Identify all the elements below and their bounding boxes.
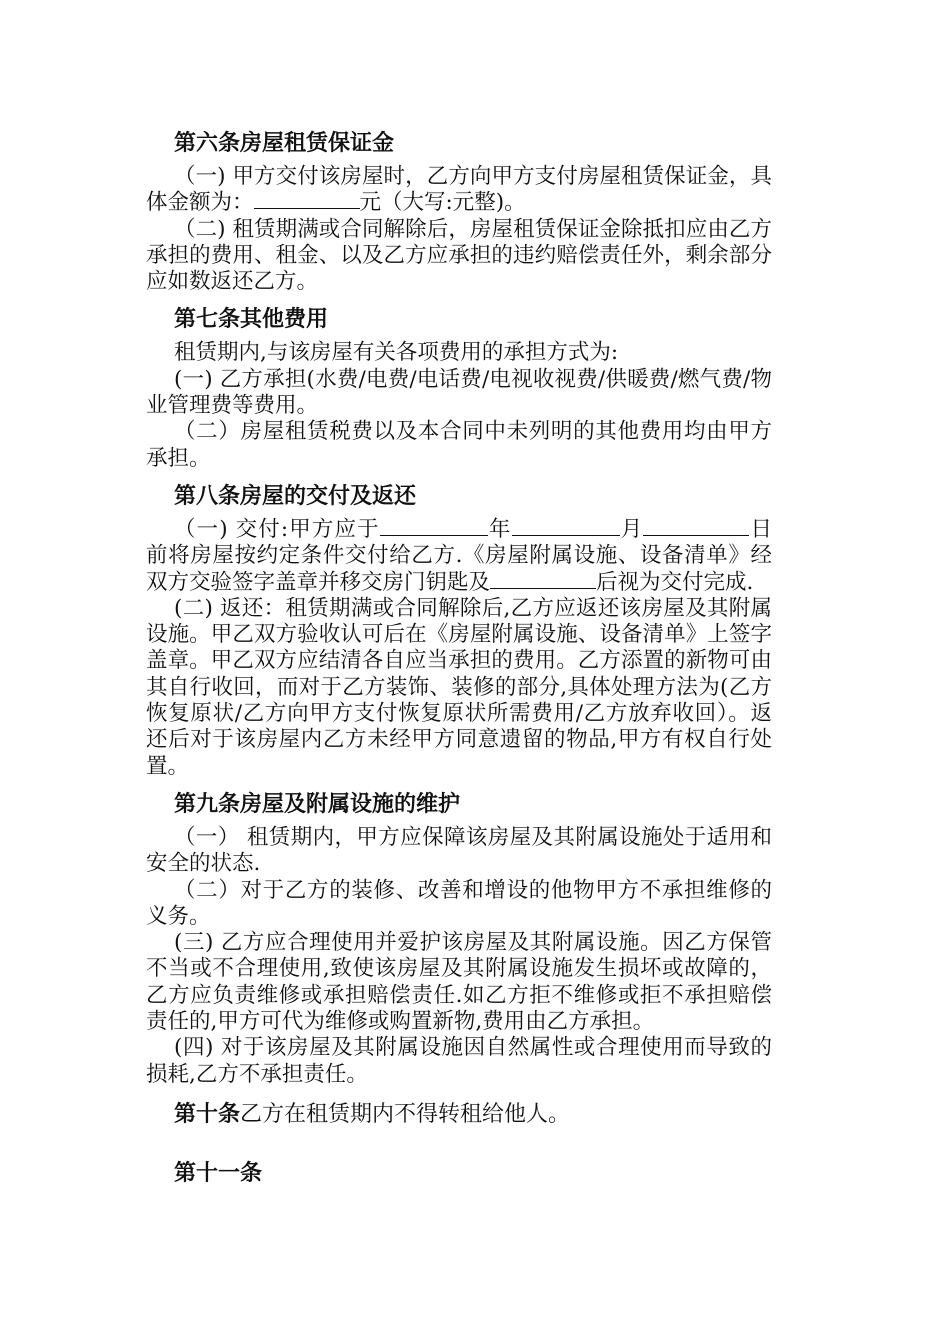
article-8-clause-1 xyxy=(146,517,772,596)
delivery-day-blank xyxy=(643,517,749,536)
article-9-title: 第九条房屋及附属设施的维护 xyxy=(174,790,461,817)
article-9-clause-2: （二）对于乙方的装修、改善和增设的他物甲方不承担维修的义务。 xyxy=(146,877,772,929)
article-6-clause-1-text-b: 元（大写:元整)。 xyxy=(359,190,526,216)
article-7-clause-1: (一) 乙方承担(水费/电费/电话费/电视收视费/供暖费/燃气费/物业管理费等费用。 xyxy=(146,366,772,419)
article-9-clause-4: (四) 对于该房屋及其附属设施因自然属性或合理使用而导致的损耗,乙方不承担责任。 xyxy=(146,1035,772,1087)
article-11-title: 第十一条 xyxy=(174,1160,263,1187)
article-10 xyxy=(146,1101,772,1128)
article-7-title: 第七条其他费用 xyxy=(174,306,329,333)
article-6-clause-2: （二) 租赁期满或合同解除后，房屋租赁保证金除抵扣应由乙方承担的费用、租金、以及乙方应承担的违约赔偿责任外，剩余部分应如数返还乙方。 xyxy=(146,216,772,295)
deposit-amount-blank xyxy=(254,190,360,209)
article-7-clause-2: （二）房屋租赁税费以及本合同中未列明的其他费用均由甲方承担。 xyxy=(146,419,772,471)
article-9-clause-1: （一） 租赁期内，甲方应保障该房屋及其附属设施处于适用和安全的状态. xyxy=(146,824,772,877)
article-9-clause-3: (三) 乙方应合理使用并爱护该房屋及其附属设施。因乙方保管不当或不合理使用,致使该房屋及其附属设施发生损坏或故障的，乙方应负责维修或承担赔偿责任.如乙方拒不维修或拒不承担赔偿责任的,甲方可代为维修或购置新物,费用由乙方承担。 xyxy=(146,930,772,1035)
delivery-year-blank xyxy=(380,517,488,536)
article-10-text: 乙方在租赁期内不得转租给他人。 xyxy=(240,1101,571,1127)
article-8-clause-1-text-b: 日前将房屋按约定条件交付给乙方.《房屋附属设施、设备清单》经双方交验签字盖章并移交房门钥匙及 xyxy=(146,516,772,595)
document-page xyxy=(146,128,772,1188)
article-8-clause-1-text-a: （一) 交付:甲方应于 xyxy=(174,516,380,542)
article-8-month-label: 月 xyxy=(619,516,644,542)
article-6-title: 第六条房屋租赁保证金 xyxy=(174,130,395,156)
article-6-clause-1 xyxy=(146,164,772,217)
delivery-month-blank xyxy=(512,517,620,536)
article-8-clause-2: (二) 返还：租赁期满或合同解除后,乙方应返还该房屋及其附属设施。甲乙双方验收认可后在《房屋附属设施、设备清单》上签字盖章。甲乙双方应结清各自应当承担的费用。乙方添置的新物可由其自行收回，而对于乙方装饰、装修的部分,具体处理方法为(乙方恢复原状/乙方向甲方支付恢复原状所需费用/乙方放弃收回）。返还后对于该房屋内乙方未经甲方同意遗留的物品,甲方有权自行处置。 xyxy=(146,595,772,779)
article-10-title: 第十条 xyxy=(174,1100,241,1127)
article-6-clause-1-text-a: （一) 甲方交付该房屋时，乙方向甲方支付房屋租赁保证金，具体金额为： xyxy=(146,164,772,216)
article-8-clause-1-text-c: 后视为交付完成. xyxy=(596,569,754,595)
article-8-year-label: 年 xyxy=(487,516,512,542)
article-7-intro: 租赁期内,与该房屋有关各项费用的承担方式为: xyxy=(174,340,619,366)
article-8-title: 第八条房屋的交付及返还 xyxy=(174,482,417,509)
handover-items-blank xyxy=(490,570,596,589)
